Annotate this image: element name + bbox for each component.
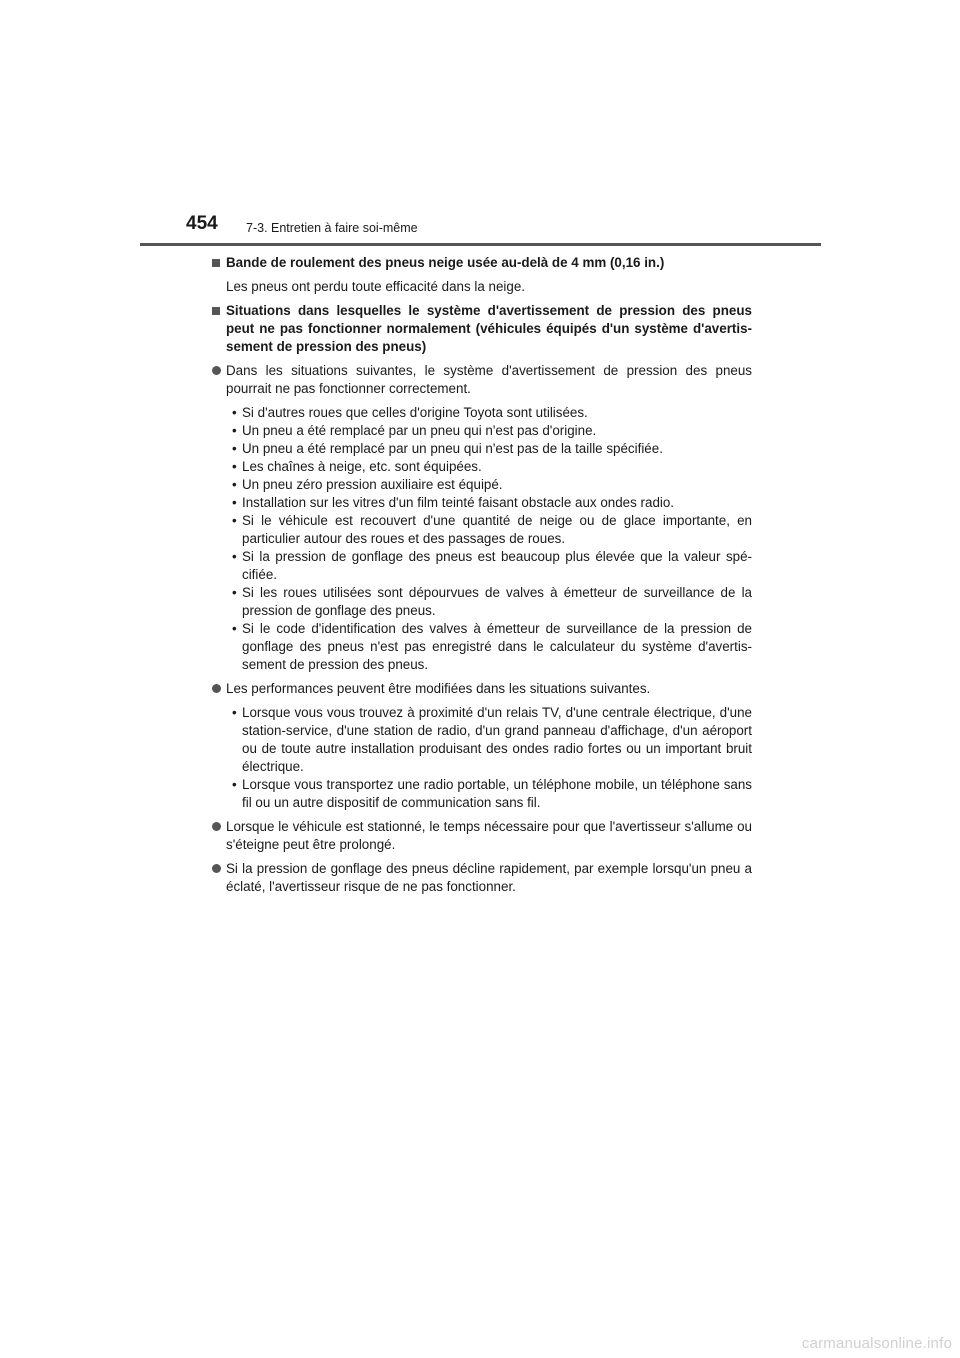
- bullet-glyph: •: [232, 405, 237, 420]
- bullet-glyph: •: [232, 621, 237, 636]
- circle-bullet-icon: [212, 366, 221, 375]
- list-item: [212, 860, 752, 896]
- list-item-text: Lorsque le véhicule est stationné, le temps nécessaire pour que l'avertisseur s'allume ou s'éteigne peut être prolongé.: [226, 819, 752, 852]
- bullet-glyph: •: [232, 705, 237, 720]
- section-heading-tpws-situations: [212, 302, 752, 356]
- section-heading-snow-tread: [212, 254, 752, 272]
- sub-list-item-text: Si la pression de gonflage des pneus est beaucoup plus élevée que la valeur spé-cifiée.: [242, 549, 752, 582]
- sub-list-item-text: Installation sur les vitres d'un film teinté faisant obstacle aux ondes radio.: [242, 495, 675, 510]
- sub-list-item: [226, 620, 752, 674]
- bullet-glyph: •: [232, 777, 237, 792]
- header-divider: [140, 243, 821, 246]
- square-bullet-icon: [212, 307, 220, 315]
- sub-list-item: [226, 404, 752, 422]
- sub-list-item: [226, 704, 752, 776]
- bullet-glyph: •: [232, 549, 237, 564]
- sub-list: [226, 404, 752, 674]
- sub-list-item-text: Un pneu zéro pression auxiliaire est équipé.: [242, 477, 503, 492]
- sub-list-item-text: Un pneu a été remplacé par un pneu qui n'est pas de la taille spécifiée.: [242, 441, 663, 456]
- circle-bullet-icon: [212, 822, 221, 831]
- list-item: [212, 818, 752, 854]
- sub-list-item: [226, 494, 752, 512]
- square-bullet-icon: [212, 259, 220, 267]
- list-item: [212, 362, 752, 398]
- list-item: [212, 680, 752, 698]
- sub-list-item: [226, 476, 752, 494]
- page-content: [212, 254, 752, 902]
- bullet-glyph: •: [232, 459, 237, 474]
- sub-list: [226, 704, 752, 812]
- sub-list-item-text: Si d'autres roues que celles d'origine Toyota sont utilisées.: [242, 405, 588, 420]
- circle-bullet-icon: [212, 864, 221, 873]
- sub-list-item: [226, 584, 752, 620]
- section-title: 7-3. Entretien à faire soi-même: [246, 221, 418, 235]
- list-item-text: Dans les situations suivantes, le système d'avertissement de pression des pneus pourrait ne pas fonctionner correctement.: [226, 363, 752, 396]
- bullet-glyph: •: [232, 477, 237, 492]
- sub-list-item-text: Un pneu a été remplacé par un pneu qui n'est pas d'origine.: [242, 423, 597, 438]
- heading-text: Bande de roulement des pneus neige usée au-delà de 4 mm (0,16 in.): [226, 255, 665, 270]
- watermark: carmanualsonline.info: [801, 1335, 952, 1352]
- sub-list-item: [226, 440, 752, 458]
- heading-text: Situations dans lesquelles le système d'avertissement de pression des pneus peut ne pas fonctionner normalement (véhicules équipés d'un système d'avertis-sement de pression des pneus): [226, 303, 752, 354]
- sub-list-item-text: Si le code d'identification des valves à émetteur de surveillance de la pression de gonflage des pneus n'est pas enregistré dans le calculateur du système d'avertis-sement de pression des pneus.: [242, 621, 752, 672]
- sub-list-item-text: Lorsque vous transportez une radio portable, un téléphone mobile, un téléphone sans fil ou un autre dispositif de communication sans fil.: [242, 777, 752, 810]
- bullet-glyph: •: [232, 513, 237, 528]
- bullet-glyph: •: [232, 423, 237, 438]
- sub-list-item: [226, 458, 752, 476]
- list-item-text: Les performances peuvent être modifiées dans les situations suivantes.: [226, 681, 651, 696]
- bullet-glyph: •: [232, 441, 237, 456]
- sub-list-item-text: Les chaînes à neige, etc. sont équipées.: [242, 459, 482, 474]
- bullet-glyph: •: [232, 585, 237, 600]
- sub-list-item-text: Si les roues utilisées sont dépourvues de valves à émetteur de surveillance de la pression de gonflage des pneus.: [242, 585, 752, 618]
- sub-list-item: [226, 776, 752, 812]
- page-number: 454: [186, 213, 218, 234]
- sub-list-item: [226, 548, 752, 584]
- circle-bullet-icon: [212, 684, 221, 693]
- section-paragraph: Les pneus ont perdu toute efficacité dans la neige.: [226, 279, 526, 294]
- sub-list-item: [226, 512, 752, 548]
- sub-list-item: [226, 422, 752, 440]
- bullet-glyph: •: [232, 495, 237, 510]
- list-item-text: Si la pression de gonflage des pneus décline rapidement, par exemple lorsqu'un pneu a éclaté, l'avertisseur risque de ne pas fonctionner.: [226, 861, 752, 894]
- sub-list-item-text: Si le véhicule est recouvert d'une quantité de neige ou de glace importante, en particulier autour des roues et des passages de roues.: [242, 513, 752, 546]
- sub-list-item-text: Lorsque vous vous trouvez à proximité d'un relais TV, d'une centrale électrique, d'une station-service, d'une station de radio, d'un grand panneau d'affichage, d'un aéroport ou de toute autre installation produisant des ondes radio fortes ou un important bruit électrique.: [242, 705, 752, 774]
